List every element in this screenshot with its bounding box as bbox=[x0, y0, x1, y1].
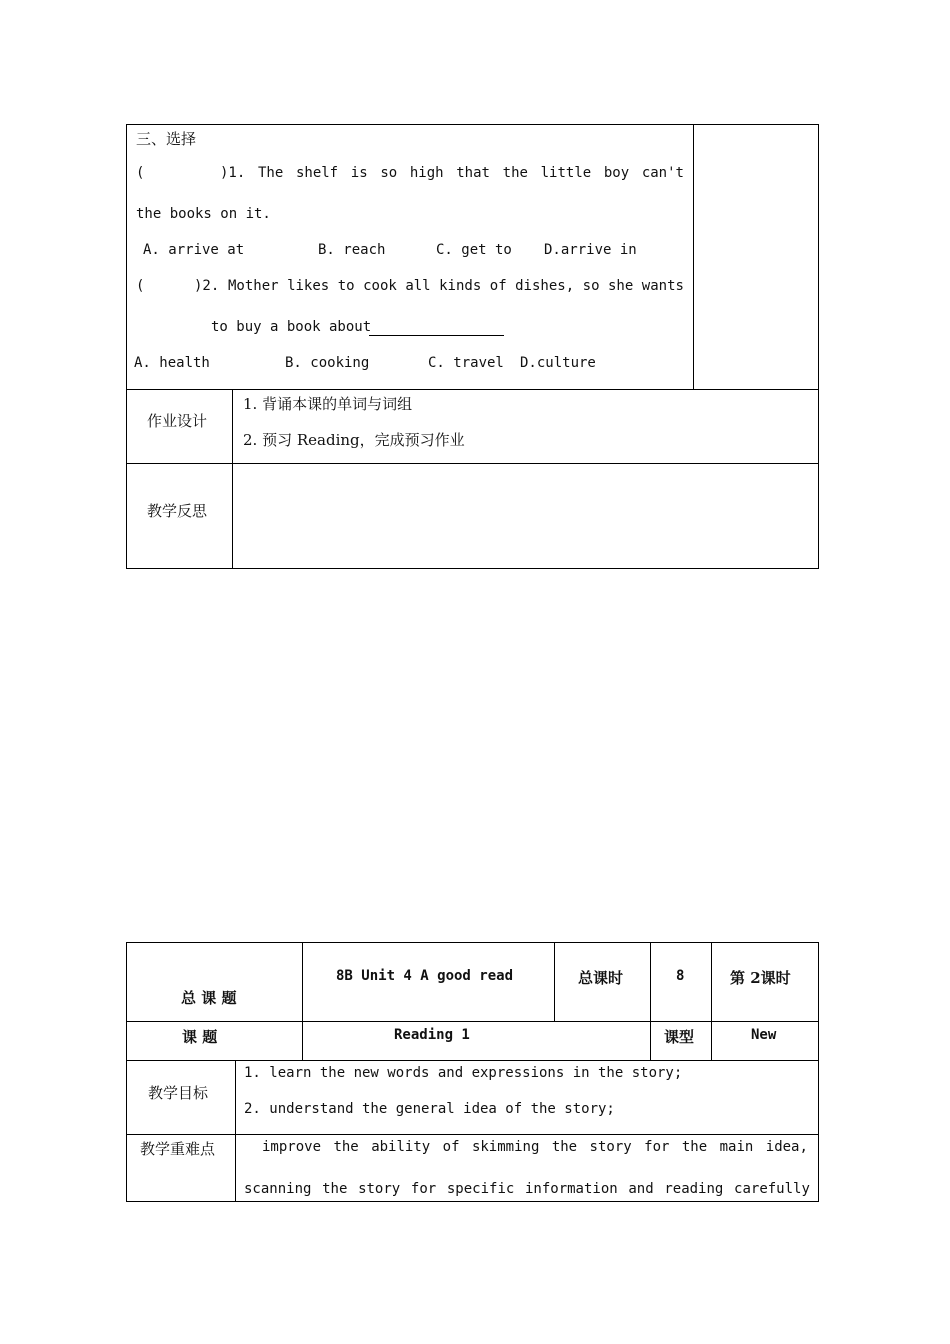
q1-word: boy bbox=[603, 165, 630, 181]
q2-word: she bbox=[608, 278, 634, 294]
goals-label: 教学目标 bbox=[148, 1084, 209, 1102]
homework-item-1: 1. 背诵本课的单词与词组 bbox=[243, 395, 413, 413]
homework-label: 作业设计 bbox=[147, 412, 208, 430]
q2-word: likes bbox=[287, 278, 330, 294]
q2-word: wants bbox=[641, 278, 684, 294]
goal-item-2: 2. understand the general idea of the story; bbox=[244, 1101, 615, 1117]
q2-option-b: B. cooking bbox=[285, 355, 370, 371]
col-divider-count bbox=[650, 942, 651, 1061]
topic-label: 课 题 bbox=[182, 1028, 218, 1046]
col-divider-title bbox=[302, 942, 303, 1061]
q1-word: so bbox=[380, 165, 398, 181]
q2-word: so bbox=[582, 278, 600, 294]
homework-item-2: 2. 预习 Reading，完成预习作业 bbox=[243, 431, 465, 449]
q2-line1 bbox=[228, 278, 684, 294]
q2-word: of bbox=[489, 278, 507, 294]
key-line1-word: for bbox=[644, 1139, 670, 1155]
key-line1-word: story bbox=[589, 1139, 632, 1155]
key-line1-word: idea, bbox=[765, 1139, 808, 1155]
key-line1-word: the bbox=[681, 1139, 708, 1155]
total-periods-value: 8 bbox=[676, 968, 685, 984]
total-topic-value: 8B Unit 4 A good read bbox=[336, 968, 514, 984]
bottom-row-divider-1 bbox=[126, 1021, 819, 1022]
label-column-divider bbox=[232, 389, 233, 569]
key-points-label: 教学重难点 bbox=[140, 1140, 216, 1158]
q2-line2: to buy a book about bbox=[211, 319, 372, 335]
q1-option-a: A. arrive at bbox=[143, 242, 245, 258]
key-line2-word: and bbox=[628, 1181, 654, 1197]
q1-option-b: B. reach bbox=[318, 242, 386, 258]
key-line1-word: the bbox=[551, 1139, 578, 1155]
topic-value: Reading 1 bbox=[394, 1027, 470, 1043]
q1-word: that bbox=[456, 165, 490, 181]
q1-line1 bbox=[258, 165, 684, 181]
q2-option-c: C. travel bbox=[428, 355, 504, 371]
q1-line2: the books on it. bbox=[136, 206, 271, 222]
goal-item-1: 1. learn the new words and expressions in the story; bbox=[244, 1065, 683, 1081]
q2-option-a: A. health bbox=[134, 355, 210, 371]
col-divider-lesson bbox=[711, 942, 712, 1061]
q2-word: to bbox=[337, 278, 355, 294]
bottom-row-divider-2 bbox=[126, 1060, 819, 1061]
q1-number: )1. bbox=[220, 165, 246, 181]
top-table-border bbox=[126, 124, 819, 569]
q1-word: the bbox=[502, 165, 528, 181]
key-line2-word: scanning bbox=[244, 1181, 312, 1197]
key-line1-word: the bbox=[333, 1139, 359, 1155]
q2-word: cook bbox=[363, 278, 397, 294]
q1-word: shelf bbox=[295, 165, 339, 181]
q1-option-d: D.arrive in bbox=[544, 242, 637, 258]
key-line1-word: skimming bbox=[471, 1139, 540, 1155]
section-title: 三、选择 bbox=[136, 130, 197, 148]
q1-option-c: C. get to bbox=[436, 242, 512, 258]
key-line2-word: story bbox=[358, 1181, 401, 1197]
q2-word: all bbox=[405, 278, 431, 294]
key-line2-word: reading bbox=[664, 1181, 724, 1197]
q2-option-d: D.culture bbox=[520, 355, 596, 371]
key-line1-word: of bbox=[442, 1139, 460, 1155]
key-points-line-1 bbox=[262, 1139, 808, 1155]
key-line2-word: for bbox=[410, 1181, 437, 1197]
col-divider-goals bbox=[235, 1060, 236, 1202]
lesson-type-value: New bbox=[751, 1027, 777, 1043]
q1-word: The bbox=[258, 165, 284, 181]
key-points-line-2 bbox=[244, 1181, 810, 1197]
key-line2-word: specific bbox=[446, 1181, 515, 1197]
total-topic-label: 总 课 题 bbox=[181, 989, 237, 1007]
total-periods-label: 总课时 bbox=[578, 969, 624, 987]
q2-number: )2. bbox=[194, 278, 220, 294]
col-divider-total bbox=[554, 942, 555, 1022]
q1-word: is bbox=[350, 165, 368, 181]
key-line1-word: improve bbox=[262, 1139, 322, 1155]
key-line1-word: ability bbox=[371, 1139, 431, 1155]
q2-open-paren: ( bbox=[136, 278, 145, 294]
key-line1-word: main bbox=[719, 1139, 754, 1155]
q1-word: little bbox=[540, 165, 592, 181]
key-line2-word: information bbox=[524, 1181, 618, 1197]
q1-open-paren: ( bbox=[136, 165, 145, 181]
row-divider-2 bbox=[126, 463, 819, 464]
bottom-row-divider-3 bbox=[126, 1134, 819, 1135]
q1-word: can't bbox=[641, 165, 684, 181]
top-right-column-divider bbox=[693, 124, 694, 389]
row-divider-1 bbox=[126, 389, 819, 390]
lesson-type-label: 课型 bbox=[664, 1028, 695, 1046]
reflection-label: 教学反思 bbox=[147, 502, 208, 520]
key-line2-word: the bbox=[322, 1181, 348, 1197]
q2-word: dishes, bbox=[515, 278, 575, 294]
key-line2-word: carefully bbox=[734, 1181, 810, 1197]
q1-word: high bbox=[409, 165, 444, 181]
q2-word: Mother bbox=[228, 278, 279, 294]
q2-answer-blank bbox=[369, 335, 504, 336]
q2-word: kinds bbox=[439, 278, 482, 294]
lesson-number: 第 2课时 bbox=[730, 969, 791, 987]
